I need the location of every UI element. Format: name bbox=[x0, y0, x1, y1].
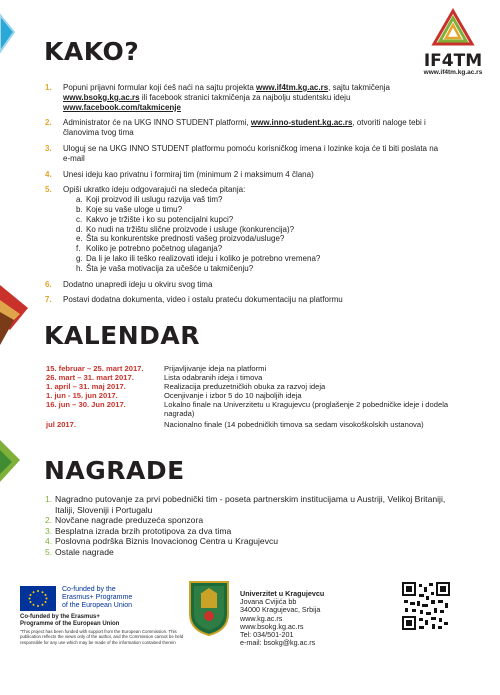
sub-item: e. Šta su konkurentske prednosti vašeg proizvoda/usluge? bbox=[76, 234, 285, 244]
link-facebook[interactable]: www.facebook.com/takmicenje bbox=[63, 102, 181, 112]
qr-code-icon[interactable] bbox=[402, 582, 450, 630]
kalendar-row: 26. mart – 31. mart 2017. Lista odabranih ideja i timova bbox=[46, 373, 263, 382]
sub-item: b. Koje su vaše uloge u timu? bbox=[76, 204, 183, 214]
email[interactable]: e-mail: bsokg@kg.ac.rs bbox=[240, 638, 316, 648]
eu-disclaimer: "This project has been funded with support from the European Commission. This publication reflects the views only of the author, and the Commission cannot be held responsible for any use which may be made of the information contained therein bbox=[20, 629, 184, 645]
nagrade-item: 1. Nagradno putovanje za prvi pobednički tim - poseta partnerskim institucijama u Austriji, Velikoj Britaniji, Italiji, Sloveniji i Portugalu bbox=[45, 494, 446, 515]
kalendar-row: 16. jun – 30. Jun 2017. Lokalno finale na Univerzitetu u Kragujevcu (proglašenje 2 pobedničke ideje i dodela nagrada) bbox=[46, 400, 449, 418]
sub-item: f. Koliko je potrebno početnog ulaganja? bbox=[76, 244, 223, 254]
nagrade-item: 5. Ostale nagrade bbox=[45, 546, 114, 557]
kako-item-3: 3. Uloguj se na UKG INNO STUDENT platformu pomoću korisničkog imena i lozinke koja će ti biti poslata na e-mail bbox=[45, 143, 439, 163]
kalendar-row: 1. jun - 15. jun 2017. Ocenjivanje i izbor 5 do 10 najboljih ideja bbox=[46, 391, 302, 400]
link-if4tm[interactable]: www.if4tm.kg.ac.rs bbox=[255, 83, 329, 92]
kako-item-6: 6. Dodatno unapredi ideju u okviru svog tima bbox=[45, 279, 213, 289]
kako-list bbox=[45, 83, 445, 305]
triangle-logo-icon bbox=[431, 8, 475, 48]
university-name: Univerzitet u Kragujevcu bbox=[240, 589, 325, 598]
nagrade-item: 2. Novčane nagrade preduzeća sponzora bbox=[45, 515, 204, 526]
if4tm-logo bbox=[418, 8, 488, 76]
kako-item-4: 4. Unesi ideju kao privatnu i formiraj tim (minimum 2 i maksimum 4 člana) bbox=[45, 169, 314, 179]
kalendar-heading: KALENDAR bbox=[44, 321, 201, 350]
kako-item-5: 5. Opiši ukratko ideju odgovarajući na sledeća pitanja: a. Koji proizvod ili uslugu razvija vaš tim? b. Koje su vaše uloge u timu? c. Kakvo je tržište i ko su potencijalni kupci? d. Ko nudi na tržištu slične proizvode i usluge (konkurencija)? e. Šta su konkurentske prednosti vašeg proizvoda/usluge? f. Koliko je potrebno početnog ulaganja? g. Da li je lako ili teško realizovati ideju i koliko je potrebno vremena? h. Šta je vaša motivacija za učešće u takmičenju? bbox=[45, 185, 445, 273]
kalendar-row: jul 2017. Nacionalno finale (14 pobedničkih timova sa sedam visokoškolskih ustanova) bbox=[46, 420, 424, 429]
link-bsokg[interactable]: www.bsokg.kg.ac.rs bbox=[63, 92, 140, 102]
eu-flag-icon bbox=[20, 586, 56, 611]
kalendar-row: 15. februar – 25. mart 2017. Prijavljivanje ideja na platformi bbox=[46, 364, 267, 373]
nagrade-heading: NAGRADE bbox=[44, 456, 185, 485]
sub-item: g. Da li je lako ili teško realizovati ideju i koliko je potrebno vremena? bbox=[76, 253, 321, 263]
university-crest bbox=[188, 580, 230, 636]
link-inno-student[interactable]: www.inno-student.kg.ac.rs bbox=[250, 118, 353, 128]
link-kg[interactable]: www.kg.ac.rs bbox=[240, 613, 283, 623]
kalendar-row: 1. april – 31. maj 2017. Realizacija preduzetničkih obuka za razvoj ideja bbox=[46, 382, 326, 391]
sub-item: a. Koji proizvod ili uslugu razvija vaš tim? bbox=[76, 195, 223, 205]
link-bsokg-footer[interactable]: www.bsokg.kg.ac.rs bbox=[240, 621, 304, 631]
kako-item-1: 1. Popuni prijavni formular koji ćeš naći na sajtu projekta www.if4tm.kg.ac.rs, sajtu takmičenja www.bsokg.kg.ac.rs ili facebook stranici takmičenja za najbolju studentsku ideju www.facebook.com/takmicenje bbox=[45, 83, 390, 112]
eu-label: Co-funded by the Erasmus+ Programme of the European Union bbox=[62, 586, 133, 609]
sub-item: d. Ko nudi na tržištu slične proizvode i usluge (konkurencija)? bbox=[76, 224, 295, 234]
kako-heading: KAKO? bbox=[44, 37, 140, 66]
sub-item: c. Kakvo je tržište i ko su potencijalni kupci? bbox=[76, 214, 234, 224]
sub-item: h. Šta je vaša motivacija za učešće u takmičenju? bbox=[76, 263, 254, 273]
kako-item-7: 7. Postavi dodatna dokumenta, video i ostalu prateću dokumentaciju na platformu bbox=[45, 295, 343, 305]
nagrade-list bbox=[45, 494, 465, 558]
eu-cofunded: Co-funded by the Erasmus+ Programme of the European Union bbox=[20, 614, 120, 627]
nagrade-item: 4. Poslovna podrška Biznis Inovacionog Centra u Kragujevcu bbox=[45, 536, 279, 547]
logo-url: www.if4tm.kg.ac.rs bbox=[423, 69, 483, 76]
kako-sub-list bbox=[63, 195, 445, 273]
logo-name: IF4TM bbox=[423, 51, 483, 71]
university-contact: Univerzitet u Kragujevcu Jovana Cvijića bb 34000 Kragujevac, Srbija www.kg.ac.rs www.bsokg.kg.ac.rs Tel: 034/501-201 e-mail: bsokg@kg.ac.rs bbox=[240, 590, 380, 647]
kako-item-2: 2. Administrator će na UKG INNO STUDENT platformi, www.inno-student.kg.ac.rs, otvoriti naloge tebi i članovima tvog tima bbox=[45, 118, 426, 138]
nagrade-item: 3. Besplatna izrada brzih prototipova za dva tima bbox=[45, 525, 232, 536]
